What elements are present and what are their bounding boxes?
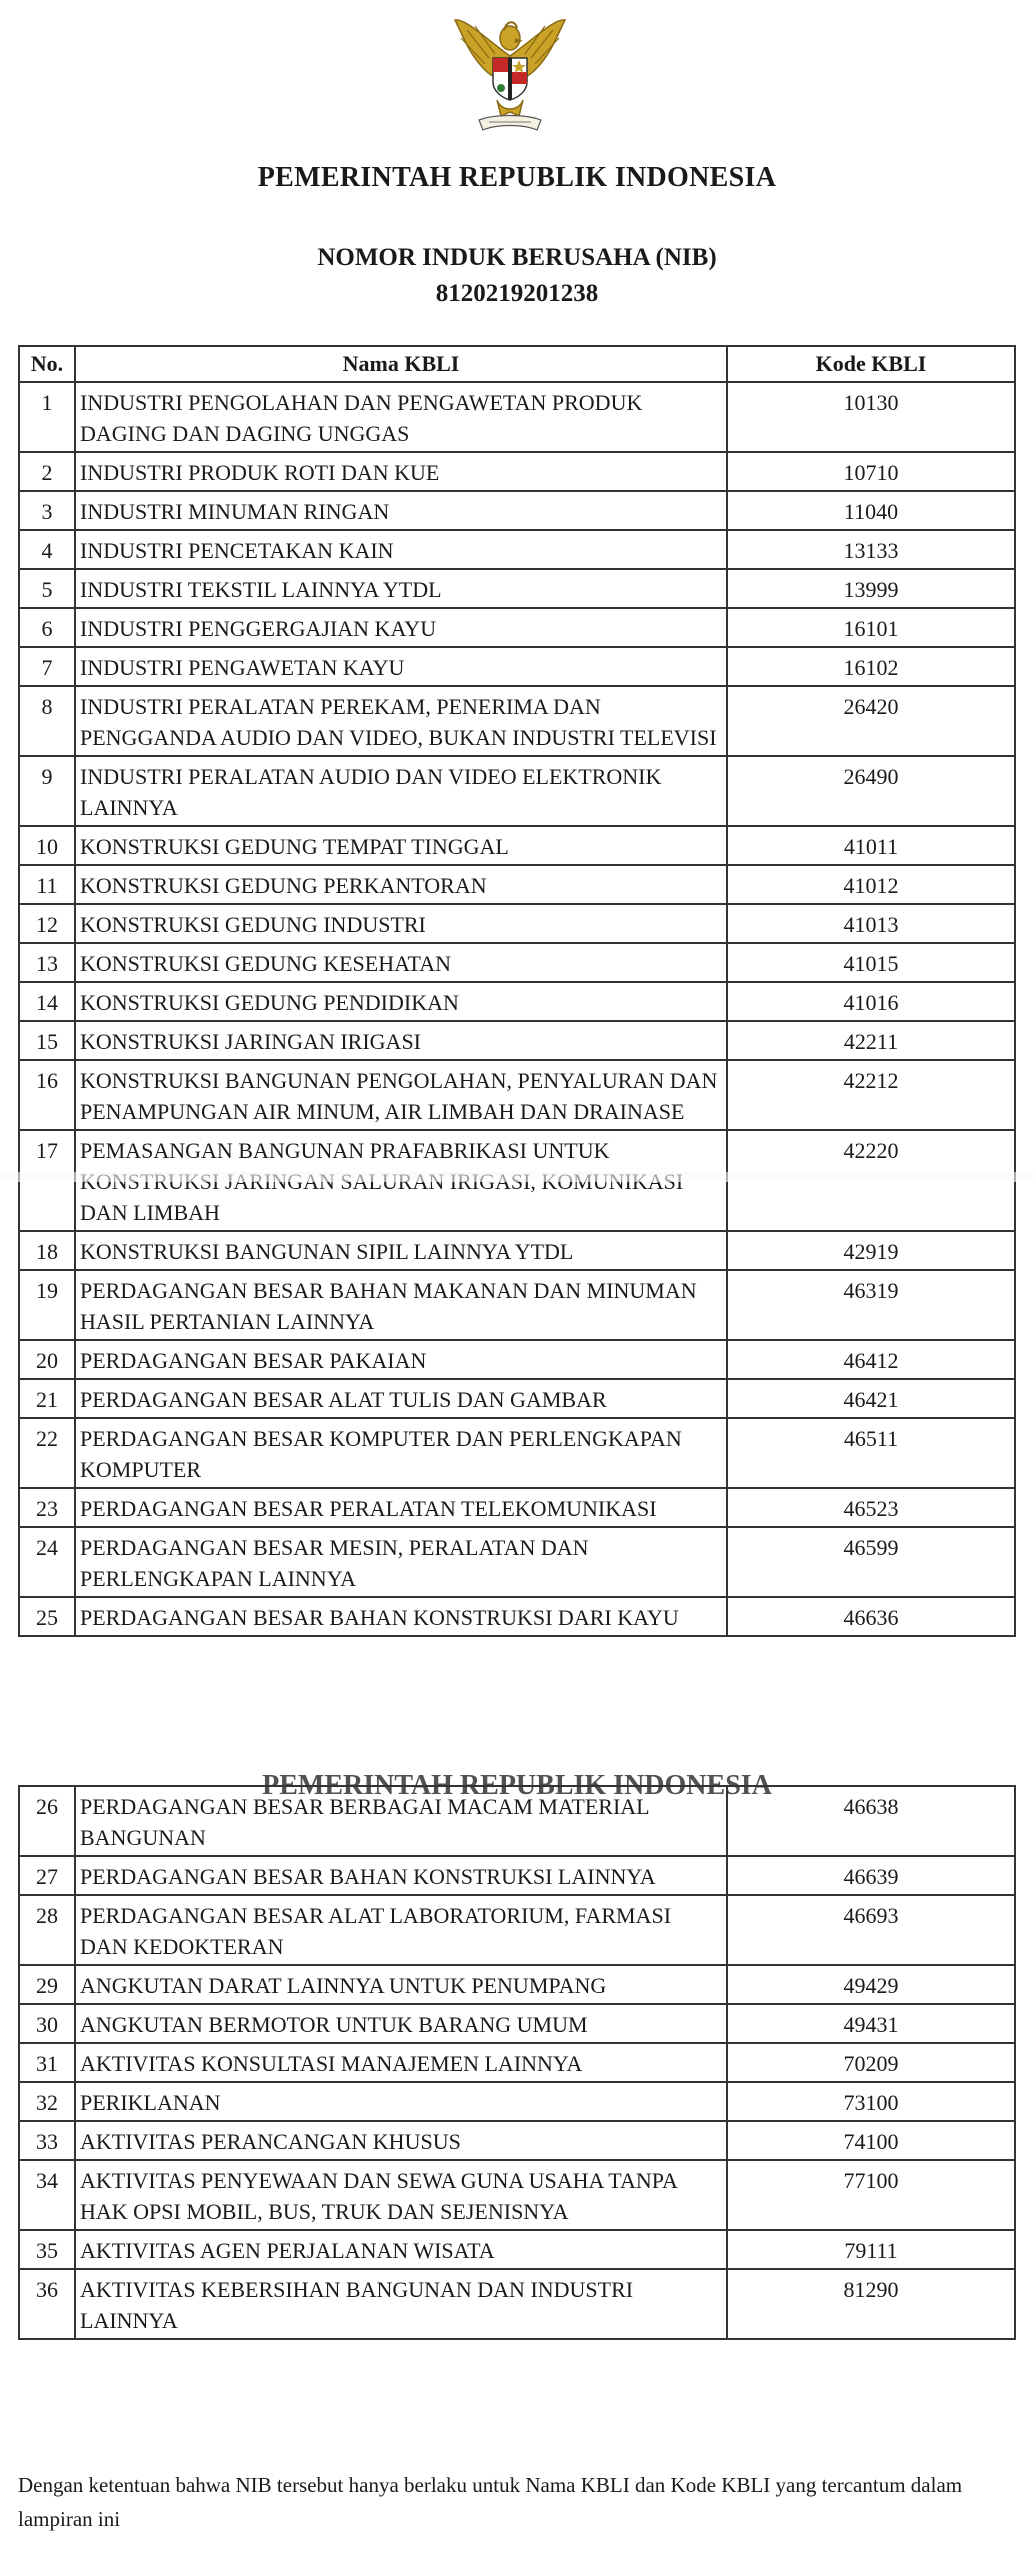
- kbli-code: 70209: [727, 2043, 1015, 2082]
- table-row: [19, 2160, 1015, 2230]
- kbli-name: PERDAGANGAN BESAR BAHAN MAKANAN DAN MINUMAN HASIL PERTANIAN LAINNYA: [75, 1270, 727, 1340]
- kbli-code: 77100: [727, 2160, 1015, 2230]
- table-row: [19, 2004, 1015, 2043]
- kbli-name: INDUSTRI PERALATAN AUDIO DAN VIDEO ELEKTRONIK LAINNYA: [75, 756, 727, 826]
- scan-shadow: [0, 1172, 1034, 1182]
- table-row: [19, 1965, 1015, 2004]
- table-row: [19, 1527, 1015, 1597]
- kbli-code: 41016: [727, 982, 1015, 1021]
- row-number: 18: [19, 1231, 75, 1270]
- kbli-name: PERDAGANGAN BESAR PAKAIAN: [75, 1340, 727, 1379]
- row-number: 10: [19, 826, 75, 865]
- row-number: 33: [19, 2121, 75, 2160]
- table-row: [19, 1856, 1015, 1895]
- kbli-code: 46636: [727, 1597, 1015, 1636]
- government-title: PEMERINTAH REPUBLIK INDONESIA: [257, 162, 777, 193]
- kbli-code: 46523: [727, 1488, 1015, 1527]
- kbli-name: PERDAGANGAN BESAR BAHAN KONSTRUKSI DARI KAYU: [75, 1597, 727, 1636]
- kbli-code: 10710: [727, 452, 1015, 491]
- table-row: [19, 904, 1015, 943]
- row-number: 26: [19, 1786, 75, 1856]
- garuda-emblem-icon: [445, 8, 575, 138]
- kbli-name: INDUSTRI PENGGERGAJIAN KAYU: [75, 608, 727, 647]
- row-number: 19: [19, 1270, 75, 1340]
- table-row: [19, 2269, 1015, 2339]
- kbli-name: KONSTRUKSI BANGUNAN SIPIL LAINNYA YTDL: [75, 1231, 727, 1270]
- table-row: [19, 491, 1015, 530]
- kbli-code: 46511: [727, 1418, 1015, 1488]
- kbli-name: PERDAGANGAN BESAR PERALATAN TELEKOMUNIKASI: [75, 1488, 727, 1527]
- kbli-code: 74100: [727, 2121, 1015, 2160]
- kbli-name: INDUSTRI PRODUK ROTI DAN KUE: [75, 452, 727, 491]
- kbli-code: 42211: [727, 1021, 1015, 1060]
- table-row: [19, 608, 1015, 647]
- row-number: 9: [19, 756, 75, 826]
- kbli-name: INDUSTRI PENGOLAHAN DAN PENGAWETAN PRODUK DAGING DAN DAGING UNGGAS: [75, 382, 727, 452]
- row-number: 22: [19, 1418, 75, 1488]
- kbli-code: 46638: [727, 1786, 1015, 1856]
- kbli-code: 73100: [727, 2082, 1015, 2121]
- kbli-name: ANGKUTAN BERMOTOR UNTUK BARANG UMUM: [75, 2004, 727, 2043]
- kbli-code: 41013: [727, 904, 1015, 943]
- table-row: [19, 647, 1015, 686]
- kbli-code: 46693: [727, 1895, 1015, 1965]
- kbli-name: PERDAGANGAN BESAR MESIN, PERALATAN DAN PERLENGKAPAN LAINNYA: [75, 1527, 727, 1597]
- kbli-code: 26420: [727, 686, 1015, 756]
- row-number: 3: [19, 491, 75, 530]
- table-row: [19, 1786, 1015, 1856]
- row-number: 20: [19, 1340, 75, 1379]
- kbli-table-page-2: [18, 1785, 1016, 2340]
- kbli-name: PERDAGANGAN BESAR ALAT LABORATORIUM, FARMASI DAN KEDOKTERAN: [75, 1895, 727, 1965]
- kbli-name: AKTIVITAS KONSULTASI MANAJEMEN LAINNYA: [75, 2043, 727, 2082]
- table-header-row: [19, 346, 1015, 382]
- kbli-name: AKTIVITAS PENYEWAAN DAN SEWA GUNA USAHA TANPA HAK OPSI MOBIL, BUS, TRUK DAN SEJENISNYA: [75, 2160, 727, 2230]
- row-number: 12: [19, 904, 75, 943]
- row-number: 23: [19, 1488, 75, 1527]
- table-row: [19, 943, 1015, 982]
- footnote: Dengan ketentuan bahwa NIB tersebut hanya berlaku untuk Nama KBLI dan Kode KBLI yang tercantum dalam lampiran ini: [18, 2473, 963, 2531]
- row-number: 34: [19, 2160, 75, 2230]
- table-row: [19, 2043, 1015, 2082]
- table-row: [19, 1895, 1015, 1965]
- page-2-government-title: PEMERINTAH REPUBLIK INDONESIA: [262, 1770, 772, 1801]
- table-row: [19, 1021, 1015, 1060]
- kbli-code: 46319: [727, 1270, 1015, 1340]
- kbli-code: 42919: [727, 1231, 1015, 1270]
- row-number: 29: [19, 1965, 75, 2004]
- row-number: 24: [19, 1527, 75, 1597]
- kbli-code: 42220: [727, 1130, 1015, 1231]
- kbli-code: 46599: [727, 1527, 1015, 1597]
- kbli-name: AKTIVITAS PERANCANGAN KHUSUS: [75, 2121, 727, 2160]
- kbli-code: 49431: [727, 2004, 1015, 2043]
- header-no: No.: [19, 346, 75, 382]
- kbli-code: 41015: [727, 943, 1015, 982]
- row-number: 36: [19, 2269, 75, 2339]
- kbli-table-page-1: [18, 345, 1016, 1637]
- header-name: Nama KBLI: [75, 346, 727, 382]
- table-row: [19, 1231, 1015, 1270]
- kbli-name: KONSTRUKSI GEDUNG PERKANTORAN: [75, 865, 727, 904]
- table-row: [19, 569, 1015, 608]
- table-row: [19, 1379, 1015, 1418]
- row-number: 25: [19, 1597, 75, 1636]
- kbli-name: PERDAGANGAN BESAR KOMPUTER DAN PERLENGKAPAN KOMPUTER: [75, 1418, 727, 1488]
- kbli-name: ANGKUTAN DARAT LAINNYA UNTUK PENUMPANG: [75, 1965, 727, 2004]
- table-row: [19, 756, 1015, 826]
- kbli-code: 41012: [727, 865, 1015, 904]
- table-row: [19, 1488, 1015, 1527]
- row-number: 13: [19, 943, 75, 982]
- row-number: 6: [19, 608, 75, 647]
- nib-number: 8120219201238: [435, 280, 599, 307]
- kbli-name: INDUSTRI MINUMAN RINGAN: [75, 491, 727, 530]
- row-number: 15: [19, 1021, 75, 1060]
- row-number: 27: [19, 1856, 75, 1895]
- row-number: 2: [19, 452, 75, 491]
- kbli-name: PERDAGANGAN BESAR BERBAGAI MACAM MATERIAL BANGUNAN: [75, 1786, 727, 1856]
- table-row: [19, 2121, 1015, 2160]
- kbli-code: 13133: [727, 530, 1015, 569]
- table-row: [19, 2230, 1015, 2269]
- kbli-name: AKTIVITAS KEBERSIHAN BANGUNAN DAN INDUSTRI LAINNYA: [75, 2269, 727, 2339]
- kbli-code: 46412: [727, 1340, 1015, 1379]
- table-row: [19, 2082, 1015, 2121]
- row-number: 7: [19, 647, 75, 686]
- table-row: [19, 1418, 1015, 1488]
- kbli-code: 10130: [727, 382, 1015, 452]
- row-number: 1: [19, 382, 75, 452]
- table-row: [19, 982, 1015, 1021]
- table-row: [19, 1340, 1015, 1379]
- kbli-name: AKTIVITAS AGEN PERJALANAN WISATA: [75, 2230, 727, 2269]
- kbli-code: 26490: [727, 756, 1015, 826]
- kbli-code: 41011: [727, 826, 1015, 865]
- kbli-code: 13999: [727, 569, 1015, 608]
- row-number: 14: [19, 982, 75, 1021]
- table-row: [19, 865, 1015, 904]
- kbli-code: 16101: [727, 608, 1015, 647]
- kbli-name: PERDAGANGAN BESAR BAHAN KONSTRUKSI LAINNYA: [75, 1856, 727, 1895]
- row-number: 11: [19, 865, 75, 904]
- row-number: 28: [19, 1895, 75, 1965]
- table-row: [19, 1597, 1015, 1636]
- kbli-name: INDUSTRI PERALATAN PEREKAM, PENERIMA DAN PENGGANDA AUDIO DAN VIDEO, BUKAN INDUSTRI TELEVISI: [75, 686, 727, 756]
- kbli-name: INDUSTRI PENGAWETAN KAYU: [75, 647, 727, 686]
- kbli-code: 16102: [727, 647, 1015, 686]
- kbli-code: 11040: [727, 491, 1015, 530]
- kbli-name: KONSTRUKSI JARINGAN IRIGASI: [75, 1021, 727, 1060]
- kbli-name: INDUSTRI TEKSTIL LAINNYA YTDL: [75, 569, 727, 608]
- row-number: 16: [19, 1060, 75, 1130]
- row-number: 4: [19, 530, 75, 569]
- kbli-code: 46421: [727, 1379, 1015, 1418]
- table-row: [19, 686, 1015, 756]
- kbli-code: 79111: [727, 2230, 1015, 2269]
- row-number: 17: [19, 1130, 75, 1231]
- row-number: 21: [19, 1379, 75, 1418]
- row-number: 32: [19, 2082, 75, 2121]
- nib-label: NOMOR INDUK BERUSAHA (NIB): [317, 244, 717, 271]
- header-code: Kode KBLI: [727, 346, 1015, 382]
- kbli-name: KONSTRUKSI BANGUNAN PENGOLAHAN, PENYALURAN DAN PENAMPUNGAN AIR MINUM, AIR LIMBAH DAN DRAINASE: [75, 1060, 727, 1130]
- kbli-name: PEMASANGAN BANGUNAN PRAFABRIKASI UNTUK DAN LIMBAH: [75, 1130, 727, 1231]
- table-row: [19, 382, 1015, 452]
- row-number: 8: [19, 686, 75, 756]
- row-number: 5: [19, 569, 75, 608]
- kbli-code: 42212: [727, 1060, 1015, 1130]
- table-row: [19, 1060, 1015, 1130]
- kbli-code: 46639: [727, 1856, 1015, 1895]
- kbli-name: KONSTRUKSI GEDUNG TEMPAT TINGGAL: [75, 826, 727, 865]
- kbli-name: KONSTRUKSI GEDUNG PENDIDIKAN: [75, 982, 727, 1021]
- kbli-name: INDUSTRI PENCETAKAN KAIN: [75, 530, 727, 569]
- row-number: 35: [19, 2230, 75, 2269]
- table-row: [19, 1270, 1015, 1340]
- table-row: [19, 826, 1015, 865]
- kbli-name: KONSTRUKSI GEDUNG KESEHATAN: [75, 943, 727, 982]
- kbli-code: 81290: [727, 2269, 1015, 2339]
- kbli-name: PERDAGANGAN BESAR ALAT TULIS DAN GAMBAR: [75, 1379, 727, 1418]
- table-row: [19, 530, 1015, 569]
- kbli-code: 49429: [727, 1965, 1015, 2004]
- row-number: 30: [19, 2004, 75, 2043]
- kbli-name: PERIKLANAN: [75, 2082, 727, 2121]
- row-number: 31: [19, 2043, 75, 2082]
- kbli-name: KONSTRUKSI GEDUNG INDUSTRI: [75, 904, 727, 943]
- table-row: [19, 452, 1015, 491]
